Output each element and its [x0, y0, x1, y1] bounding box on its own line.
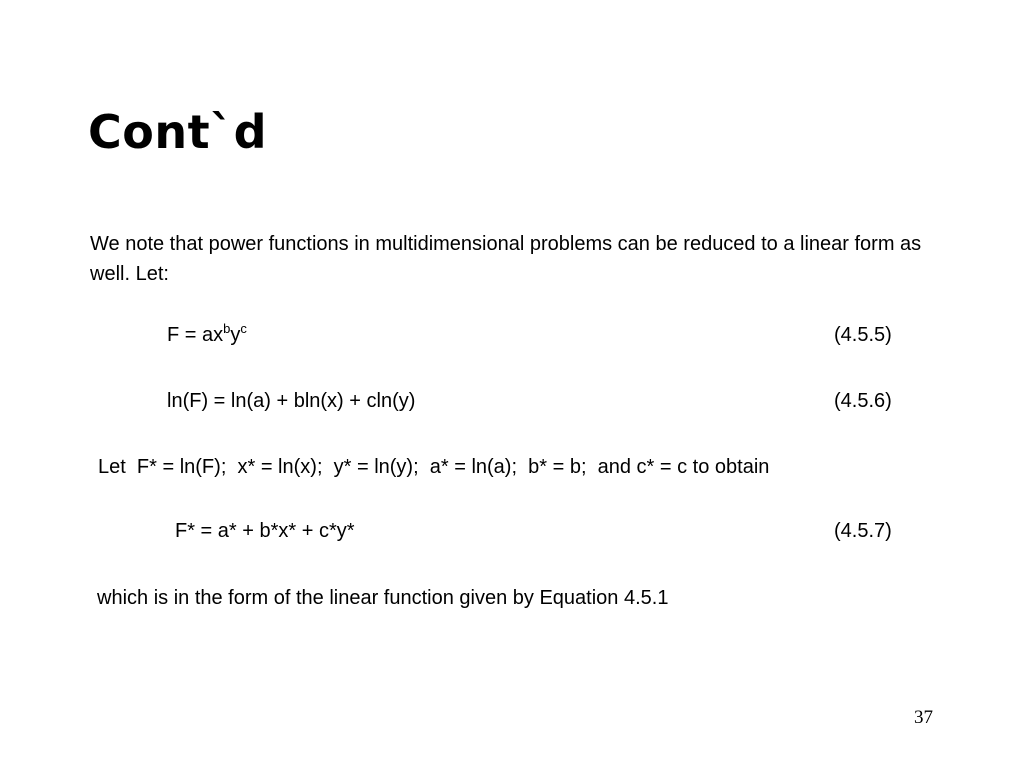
equation-4-5-7: F* = a* + b*x* + c*y* — [175, 520, 355, 542]
equation-4-5-5 — [167, 320, 247, 350]
equation-label-4-5-6: (4.5.6) — [834, 390, 892, 412]
exponent-b: b — [223, 321, 231, 336]
conclusion-line: which is in the form of the linear function given by Equation 4.5.1 — [97, 587, 669, 609]
equation-4-5-5-y: y — [230, 324, 241, 346]
slide-title: Cont`d — [88, 105, 268, 159]
exponent-c: c — [240, 321, 247, 336]
substitution-line: Let F* = ln(F); x* = ln(x); y* = ln(y); a* = ln(a); b* = b; and c* = c to obtain — [98, 456, 770, 478]
equation-4-5-6: ln(F) = ln(a) + bln(x) + cln(y) — [167, 390, 416, 412]
equation-4-5-5-base: F = ax — [167, 324, 224, 346]
page-number: 37 — [914, 707, 933, 728]
intro-paragraph: We note that power functions in multidimensional problems can be reduced to a linear form as well. Let: — [90, 233, 922, 285]
equation-label-4-5-7: (4.5.7) — [834, 520, 892, 542]
equation-label-4-5-5: (4.5.5) — [834, 324, 892, 346]
